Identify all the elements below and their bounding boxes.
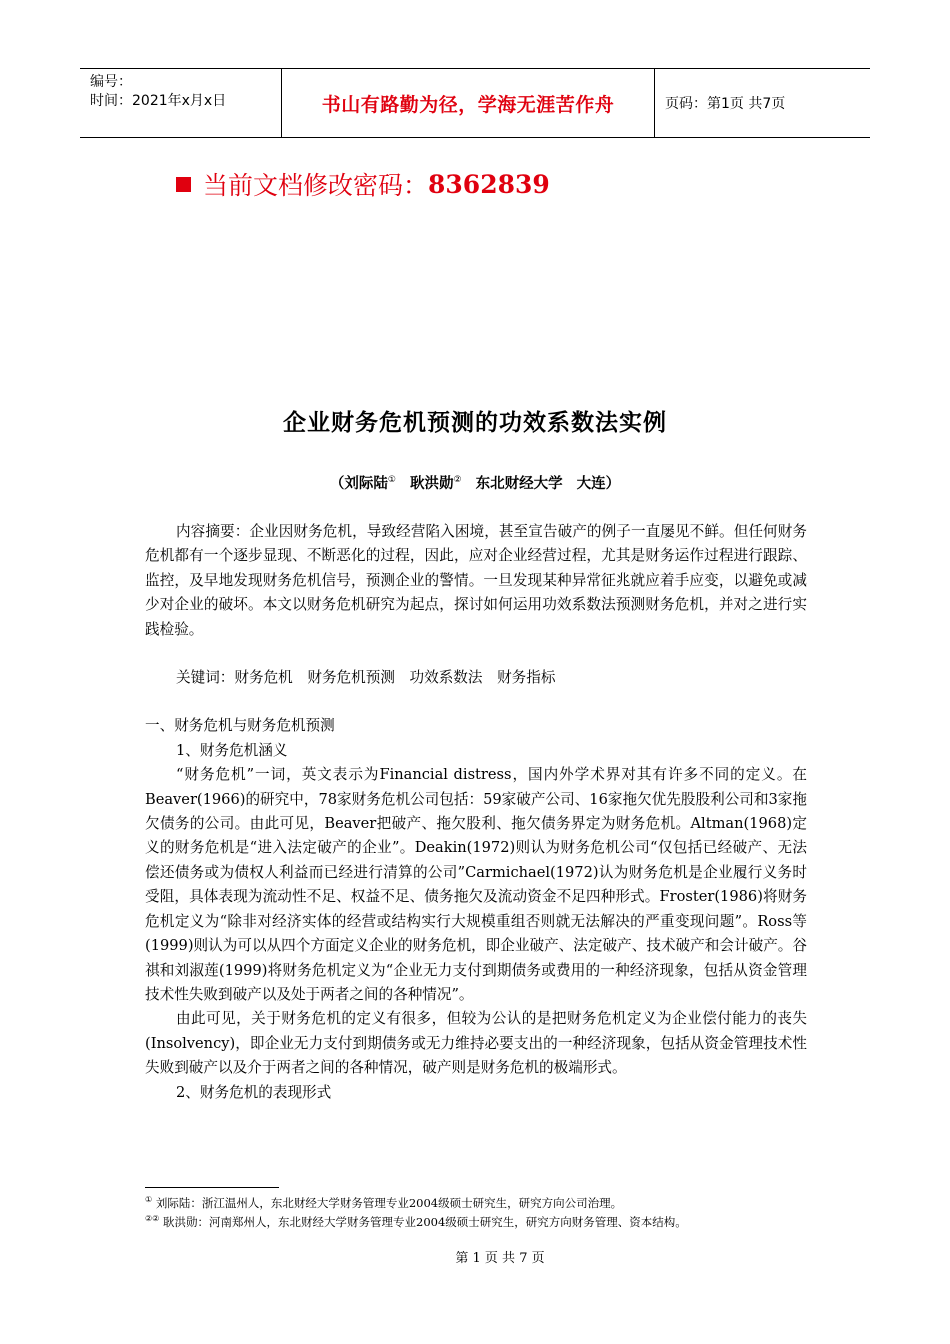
footnote-mark-2: ②② (145, 1214, 160, 1223)
password-notice (176, 166, 550, 202)
password-code: 8362839 (428, 169, 550, 199)
footnote-1 (145, 1192, 825, 1211)
number-label: 编号： (90, 74, 132, 90)
subsection-heading-1: 1、财务危机涵义 (176, 741, 288, 759)
square-bullet-icon (176, 177, 191, 192)
author-2: 耿洪勋 (410, 476, 454, 492)
footnote-divider (145, 1187, 279, 1188)
city: 大连） (576, 476, 621, 492)
keywords-line: 关键词：财务危机 财务危机预测 功效系数法 财务指标 (176, 669, 556, 687)
subsection-heading-2: 2、财务危机的表现形式 (176, 1083, 332, 1101)
header-meta (80, 69, 282, 137)
abstract-paragraph: 内容摘要：企业因财务危机，导致经营陷入困境，甚至宣告破产的例子一直屡见不鲜。但任何财务危机都有一个逐步显现、不断恶化的过程，因此，应对企业经营过程，尤其是财务运作过程进行跟踪、监控，及早地发现财务危机信号，预测企业的警情。一旦发现某种异常征兆就应着手应变，以避免或减少对企业的破坏。本文以财务危机研究为起点，探讨如何运用功效系数法预测财务危机，并对之进行实践检验。 (145, 523, 807, 638)
document-header (80, 68, 870, 138)
footnote-mark-1: ① (145, 1195, 153, 1204)
body-paragraph-1: “财务危机”一词，英文表示为Financial distress，国内外学术界对其有许多不同的定义。在Beaver(1966)的研究中，78家财务危机公司包括：59家破产公司、16家拖欠优先股股利公司和3家拖欠债务的公司。由此可见，Beaver把破产、拖欠股利、拖欠债务界定为财务危机。Altman(1968)定义的财务危机是“进入法定破产的企业”。Deakin(1972)则认为财务危机公司“仅包括已经破产、无法偿还债务或为债权人利益而已经进行清算的公司”Carmichael(1972)认为财务危机是企业履行义务时受阻，具体表现为流动性不足、权益不足、债务拖欠及流动资金不足四种形式。Froster(1986)将财务危机定义为“除非对经济实体的经营或结构实行大规模重组否则就无法解决的严重变现问题”。Ross等(1999)则认为可以从四个方面定义企业的财务危机，即企业破产、法定破产、技术破产和会计破产。谷祺和刘淑莲(1999)将财务危机定义为“企业无力支付到期债务或费用的一种经济现象，包括从资金管理技术性失败到破产以及处于两者之间的各种情况”。 (145, 766, 807, 1003)
header-motto: 书山有路勤为径，学海无涯苦作舟 (282, 69, 655, 137)
footnote-text-1: 刘际陆：浙江温州人，东北财经大学财务管理专业2004级硕士研究生，研究方向公司治理。 (152, 1195, 623, 1210)
body-paragraph-2: 由此可见，关于财务危机的定义有很多，但较为公认的是把财务危机定义为企业偿付能力的丧失(Insolvency)，即企业无力支付到期债务或无力维持必要支出的一种经济现象，包括从资金管理技术性失败到破产以及介于两者之间的各种情况，破产则是财务危机的极端形式。 (145, 1010, 807, 1077)
author-line (0, 472, 950, 493)
footnote-2 (145, 1211, 825, 1230)
document-body (145, 520, 807, 1105)
header-page-info: 页码：第1页 共7页 (665, 96, 786, 112)
document-title: 企业财务危机预测的功效系数法实例 (283, 410, 667, 436)
footnote-ref-1: ① (387, 475, 396, 486)
page-number: 第 1 页 共 7 页 (455, 1251, 545, 1266)
section-heading-1: 一、财务危机与财务危机预测 (145, 717, 335, 735)
password-label: 当前文档修改密码： (203, 171, 429, 200)
time-label: 时间：2021年x月x日 (90, 93, 227, 109)
footnote-text-2: 耿洪勋：河南郑州人，东北财经大学财务管理专业2004级硕士研究生，研究方向财务管理、资本结构。 (159, 1214, 687, 1229)
author-1: （刘际陆 (329, 476, 388, 492)
footnote-ref-2: ② (453, 475, 462, 486)
affiliation: 东北财经大学 (475, 476, 563, 492)
